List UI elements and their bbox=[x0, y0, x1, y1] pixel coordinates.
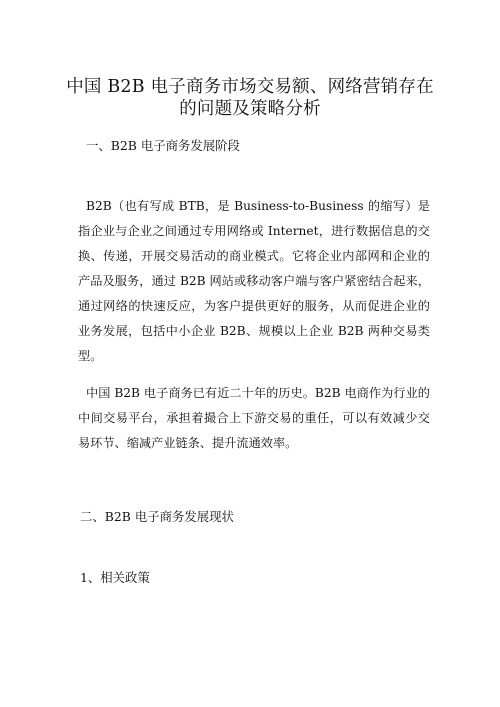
section-2-heading: 二、B2B 电子商务发展现状 bbox=[80, 509, 234, 524]
paragraph-2: 中国 B2B 电子商务已有近二十年的历史。B2B 电商作为行业的中间交易平台，承担着撮合上下游交易的重任，可以有效减少交易环节、缩减产业链条、提升流通效率。 bbox=[78, 386, 430, 450]
document-title bbox=[60, 76, 440, 120]
section-1-heading: 一、B2B 电子商务发展阶段 bbox=[86, 138, 240, 153]
paragraph-1: B2B（也有写成 BTB，是 Business-to-Business 的缩写）是指企业与企业之间通过专用网络或 Internet，进行数据信息的交换、传递，开展交易活动的商业模式。它将企业内部网和企业的产品及服务，通过 B2B 网站或移动客户端与客户紧密结合起来，通过网络的快速反应，为客户提供更好的服务，从而促进企业的业务发展，包括中小企业 B2B、规模以上企业 B2B 两种交易类型。 bbox=[78, 199, 430, 363]
subsection-1-heading: 1、相关政策 bbox=[80, 570, 150, 585]
title-line-1: 中国 B2B 电子商务市场交易额、网络营销存在 bbox=[66, 77, 434, 97]
title-line-2: 的问题及策略分析 bbox=[179, 99, 321, 119]
